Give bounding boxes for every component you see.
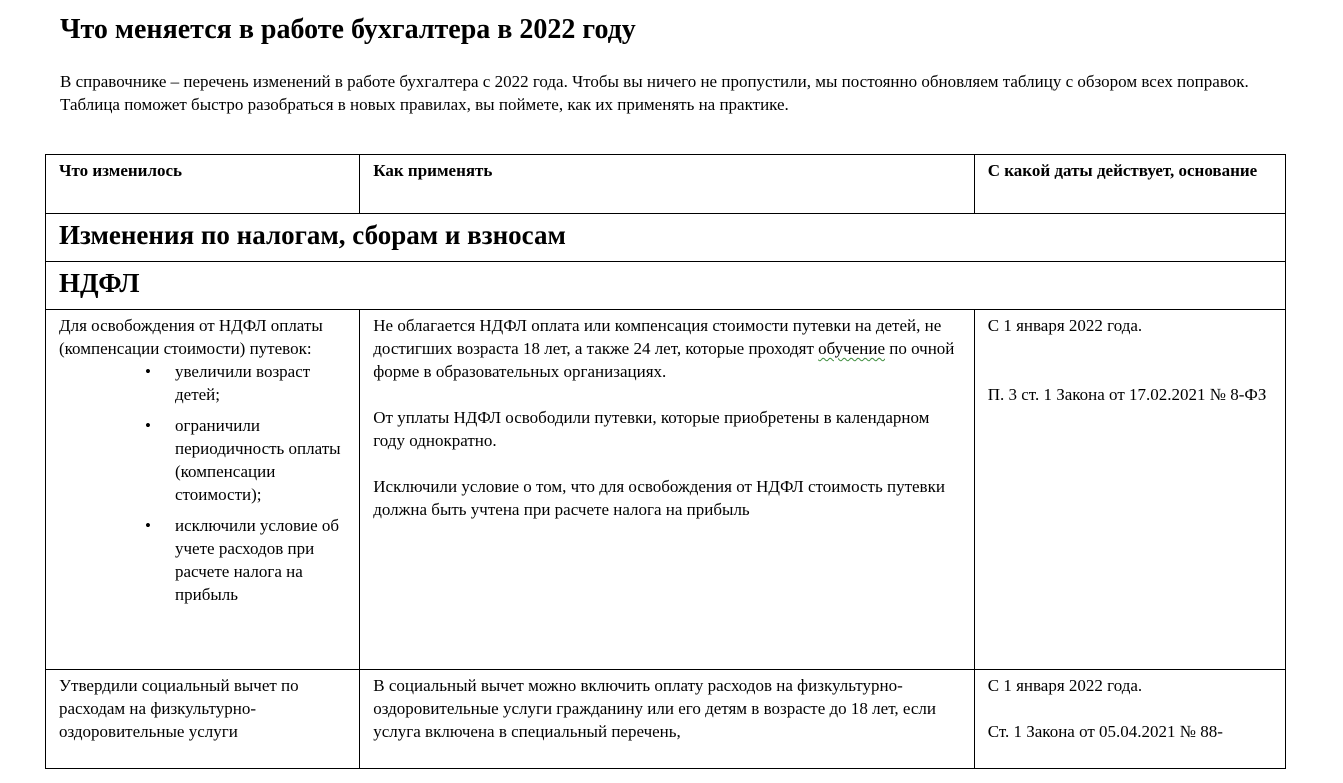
document-title: Что меняется в работе бухгалтера в 2022 году — [60, 14, 636, 45]
subsection-title: НДФЛ — [46, 262, 1286, 310]
effective-date: С 1 января 2022 года. — [987, 676, 1143, 695]
how-text: по очной форме в образовательных организациях. — [373, 339, 955, 381]
list-item-text: исключили условие об учете расходов при расчете налога на прибыль — [175, 516, 340, 604]
changes-table — [45, 154, 1286, 769]
how-paragraph-3: Исключили условие о том, что для освобождения от НДФЛ стоимость путевки должна быть учтена при расчете налога на прибыль — [373, 477, 945, 519]
list-item — [145, 514, 347, 606]
list-item-text: увеличили возраст детей; — [175, 362, 311, 404]
header-what-changed: Что изменилось — [46, 155, 360, 214]
list-item — [145, 360, 347, 406]
bullet-icon: • — [145, 416, 151, 435]
legal-basis: П. 3 ст. 1 Закона от 17.02.2021 № 8-ФЗ — [987, 385, 1267, 404]
what-intro: Для освобождения от НДФЛ оплаты (компенсации стоимости) путевок: — [59, 316, 323, 358]
list-item-text: ограничили периодичность оплаты (компенсации стоимости); — [175, 416, 341, 504]
how-text: Не облагается НДФЛ оплата или компенсация стоимости путевки на детей, не достигших возраста 18 лет, а также 24 лет, которые проходят — [373, 316, 942, 358]
list-item — [145, 414, 347, 506]
cell-what-changed — [46, 310, 360, 670]
cell-what-changed: Утвердили социальный вычет по расходам на физкультурно-оздоровительные услуги — [46, 670, 360, 769]
table-header-row — [46, 155, 1286, 214]
cell-how-to-apply: В социальный вычет можно включить оплату расходов на физкультурно-оздоровительные услуги гражданину или его детям в возрасте до 18 лет, если услуга включена в специальный перечень, — [360, 670, 974, 769]
subsection-row — [46, 262, 1286, 310]
bullet-list — [59, 360, 347, 606]
bullet-icon: • — [145, 362, 151, 381]
how-paragraph-1 — [373, 314, 961, 383]
header-how-to-apply: Как применять — [360, 155, 974, 214]
header-effective-date: С какой даты действует, основание — [974, 155, 1285, 214]
spellcheck-marked-word: обучение — [818, 339, 885, 358]
table-row — [46, 670, 1286, 769]
section-title: Изменения по налогам, сборам и взносам — [46, 214, 1286, 262]
effective-date: С 1 января 2022 года. — [987, 316, 1143, 335]
section-row — [46, 214, 1286, 262]
table-row — [46, 310, 1286, 670]
bullet-icon: • — [145, 516, 151, 535]
intro-paragraph: В справочнике – перечень изменений в работе бухгалтера с 2022 года. Чтобы вы ничего не пропустили, мы постоянно обновляем таблицу с обзором всех поправок. Таблица поможет быстро разобраться в новых правилах, вы поймете, как их применять на практике. — [60, 72, 1249, 114]
cell-how-to-apply — [360, 310, 974, 670]
cell-effective-date — [974, 310, 1285, 670]
legal-basis: Ст. 1 Закона от 05.04.2021 № 88- — [987, 722, 1223, 741]
how-paragraph-2: От уплаты НДФЛ освободили путевки, которые приобретены в календарном году однократно. — [373, 408, 930, 450]
cell-effective-date — [974, 670, 1285, 769]
